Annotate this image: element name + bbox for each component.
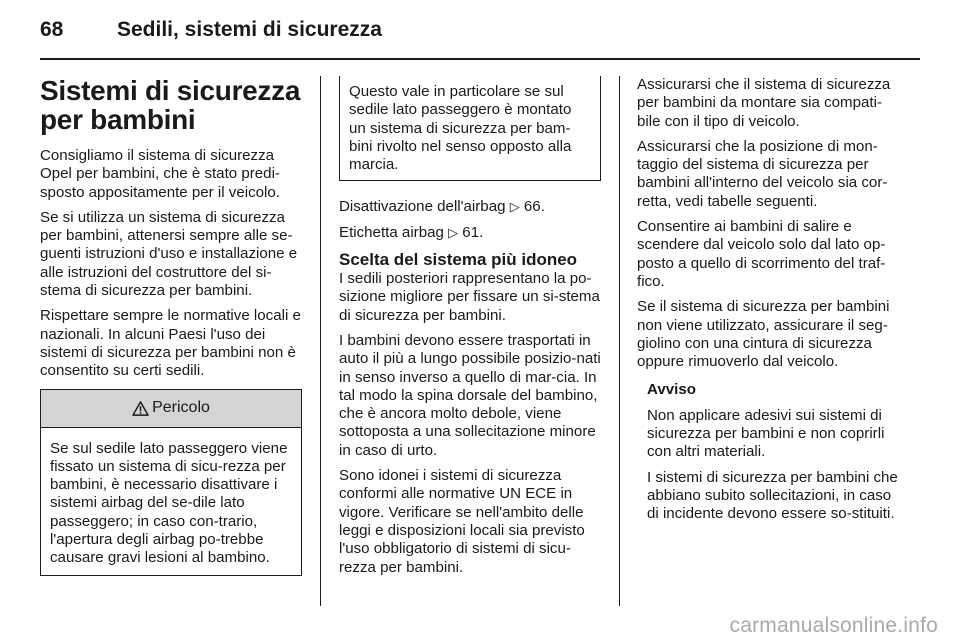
column-3 [637,76,903,531]
paragraph: Assicurarsi che la posizione di mon-taggio del sistema di sicurezza per bambini all'interno del veicolo sia cor-retta, vedi tabelle seguenti. [637,137,888,210]
notice-text: I sistemi di sicurezza per bambini che abbiano subito sollecitazioni, in caso di incidente devono essere so-stituiti. [647,468,898,523]
paragraph: Consentire ai bambini di salire e scendere dal veicolo solo dal lato op-posto a quello di scorrimento del traf-fico. [637,218,886,290]
page-reference-arrow-icon: ▷ [509,199,520,215]
paragraph: I sedili posteriori rappresentano la po-sizione migliore per fissare un si-stema di sicurezza per bambini. [339,270,600,324]
section-title: Sistemi di sicurezza per bambini [40,75,301,135]
column-divider [320,76,321,606]
page-number: 68 [40,18,64,41]
paragraph: Se si utilizza un sistema di sicurezza per bambini, attenersi sempre alle se-guenti istruzioni d'uso e installazione e alle istruzioni del costruttore del si-stema di sicurezza per bambini. [40,208,298,300]
paragraph: Rispettare sempre le normative locali e nazionali. In alcuni Paesi l'uso dei sistemi di sicurezza per bambini non è consentito su certi sedili. [40,307,301,380]
danger-header [41,389,301,428]
reference-page: 61. [462,223,484,241]
page-reference-arrow-icon: ▷ [448,224,459,240]
page-header [40,18,920,46]
subheading: Scelta del sistema più idoneo [339,250,578,270]
danger-box [40,389,302,576]
column-divider [619,76,620,606]
warning-triangle-icon [132,401,149,416]
notice-block [637,381,903,523]
danger-text: Se sul sedile lato passeggero viene fissato un sistema di sicu-rezza per bambini, è necessario disattivare i sistemi airbag del se-dile lato passeggero; in caso con-trario, l'apertura degli airbag po-trebbe causare gravi lesioni al bambino. [50,439,288,567]
paragraph: Assicurarsi che il sistema di sicurezza per bambini da montare sia compati-bile con il tipo di veicolo. [637,76,891,130]
paragraph: Consigliamo il sistema di sicurezza Opel per bambini, che è stato predi-sposto appositamente per il veicolo. [40,147,280,201]
paragraph: Sono idonei i sistemi di sicurezza conformi alle normative UN ECE in vigore. Verificare se nell'ambito delle leggi e disposizioni locali sia previsto l'uso obbligatorio di sistemi di sicu-rezza per bambini. [339,467,585,576]
cross-reference[interactable] [339,224,601,242]
notice-text: Non applicare adesivi sui sistemi di sicurezza per bambini e non coprirli con altri materiali. [647,406,885,461]
column-1 [40,76,302,576]
column-2 [339,76,601,584]
notice-title: Avviso [647,381,696,399]
danger-label: Pericolo [152,398,210,416]
reference-text: Disattivazione dell'airbag [339,198,506,216]
running-title: Sedili, sistemi di sicurezza [117,18,382,41]
reference-page: 66. [523,198,545,216]
watermark: carmanualsonline.info [729,614,938,637]
header-rule [40,58,920,60]
paragraph: Se il sistema di sicurezza per bambini non viene utilizzato, assicurare il seg-giolino con una cintura di sicurezza oppure rimuoverlo dal veicolo. [637,298,890,371]
note-box: Questo vale in particolare se sul sedile lato passeggero è montato un sistema di sicurezza per bam-bini rivolto nel senso opposto alla marcia. [339,76,601,181]
reference-text: Etichetta airbag [339,223,444,241]
paragraph: I bambini devono essere trasportati in auto il più a lungo possibile posizio-nati in senso inverso a quello di mar-cia. In tal modo la spina dorsale del bambino, che è ancora molto debole, viene sottoposta a una sollecitazione minore in caso di urto. [339,331,601,459]
cross-reference[interactable] [339,198,601,216]
